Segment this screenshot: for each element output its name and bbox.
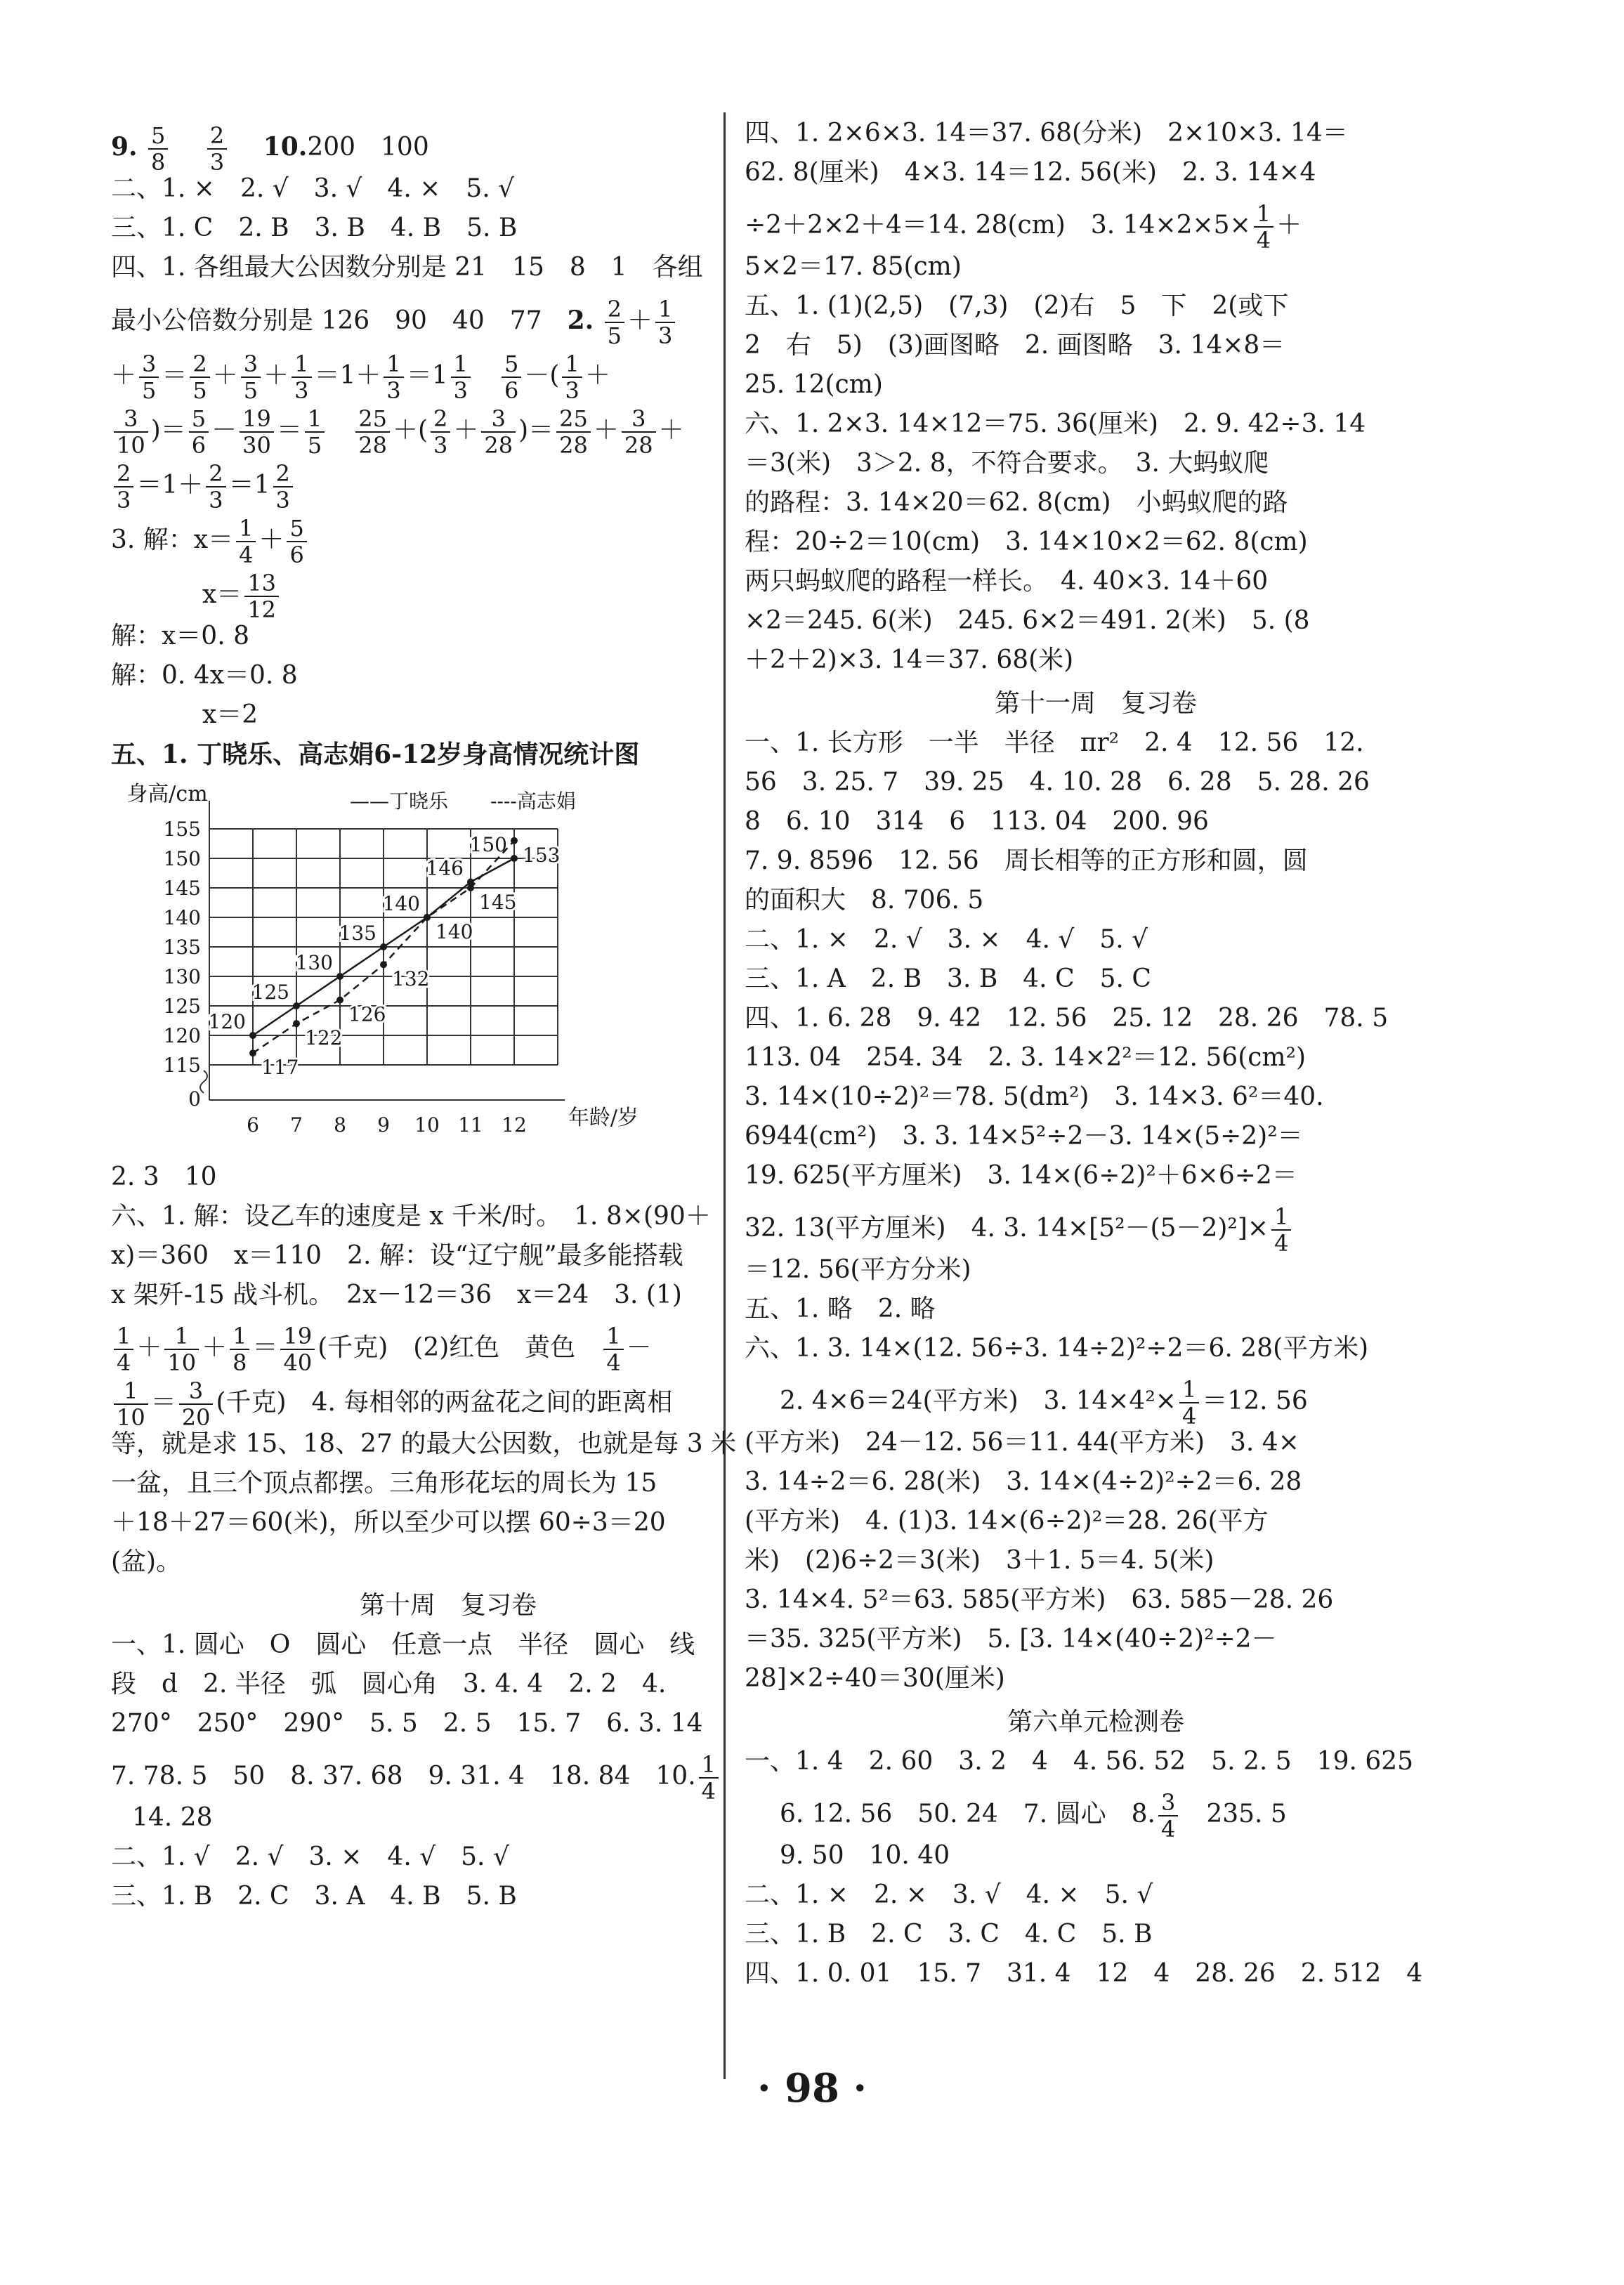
fraction: $\frac{1}{3}$	[562, 351, 582, 403]
answer-line: 3. 14×4. 5²＝63. 585(平方米) 63. 585－28. 26	[745, 1585, 1334, 1614]
answer-line: 解：0. 4x＝0. 8	[111, 661, 298, 690]
answer-line: 7. 78. 5 50 8. 37. 68 9. 31. 4 18. 84 10. $\frac{1}{4}$	[111, 1749, 785, 1804]
section-heading: 第十一周 复习卷	[994, 689, 1197, 718]
answer-line: 三、1. A 2. B 3. B 4. C 5. C	[745, 964, 1151, 993]
answer-line: 三、1. C 2. B 3. B 4. B 5. B	[111, 214, 518, 242]
answer-line: 3. 14×(10÷2)²＝78. 5(dm²) 3. 14×3. 6²＝40.	[745, 1082, 1324, 1111]
data-point	[424, 914, 431, 921]
right-column	[745, 119, 1447, 1999]
fraction: $\frac{1}{4}$	[1271, 1204, 1291, 1256]
x-tick-label: 10	[414, 1113, 440, 1137]
answer-line: x)＝360 x＝110 2. 解：设“辽宁舰”最多能搭载	[111, 1241, 683, 1270]
answer-line: $\frac{2}{3}$ ＝1＋ $\frac{2}{3}$ ＝1 $\frac{2}{3}$	[111, 458, 785, 513]
fraction: $\frac{5}{8}$	[148, 123, 168, 175]
data-point	[380, 943, 387, 950]
fraction: $\frac{2}{3}$	[431, 406, 450, 458]
answer-line: 270° 250° 290° 5. 5 2. 5 15. 7 6. 3. 14	[111, 1709, 703, 1738]
answer-line: 3. 解：x＝ $\frac{1}{4}$ ＋ $\frac{5}{6}$	[111, 513, 785, 568]
fraction: $\frac{2}{3}$	[273, 461, 293, 513]
fraction: $\frac{5}{6}$	[502, 351, 521, 403]
fraction: $\frac{19}{30}$	[240, 406, 274, 458]
answer-line: 二、1. × 2. × 3. √ 4. × 5. √	[745, 1880, 1153, 1909]
answer-line: 一、1. 圆心 O 圆心 任意一点 半径 圆心 线	[111, 1630, 695, 1659]
data-label: 120	[208, 1010, 246, 1033]
fraction: $\frac{2}{5}$	[605, 296, 624, 348]
answer-line: 四、1. 2×6×3. 14＝37. 68(分米) 2×10×3. 14＝	[745, 119, 1348, 148]
x-tick-label: 6	[247, 1113, 259, 1137]
answer-line: 最小公倍数分别是 126 90 40 77 2. $\frac{2}{5}$ ＋ $\frac{1}{3}$	[111, 293, 785, 348]
answer-line: ÷2＋2×2＋4＝14. 28(cm) 3. 14×2×5× $\frac{1}{4}$ ＋	[745, 200, 1302, 254]
fraction: $\frac{1}{4}$	[1254, 201, 1273, 253]
data-label: 117	[261, 1056, 299, 1080]
section-heading: 第十周 复习卷	[359, 1591, 537, 1620]
data-point	[380, 961, 387, 968]
y-tick-label: 0	[188, 1087, 201, 1111]
y-axis-label: 身高/cm	[126, 782, 208, 806]
answer-line: 56 3. 25. 7 39. 25 4. 10. 28 6. 28 5. 28. 26	[745, 768, 1370, 797]
answer-line: 二、1. × 2. √ 3. × 4. √ 5. √	[745, 925, 1148, 954]
answer-line: 2. 3 10	[111, 1163, 217, 1191]
answer-line: 28]×2÷40＝30(厘米)	[745, 1664, 1005, 1693]
answer-line: 三、1. B 2. C 3. A 4. B 5. B	[111, 1882, 517, 1911]
fraction: $\frac{3}{28}$	[622, 406, 656, 458]
answer-line: ＋ $\frac{3}{5}$ ＝ $\frac{2}{5}$ ＋ $\frac{3}{5}$ ＋ $\frac{1}{3}$ ＝1＋ $\frac{1}{3}$ ＝1 $\frac{1}{3}$ $\frac{5}{6}$ －( $\frac{1}{3}$ ＋	[111, 351, 610, 404]
fraction: $\frac{13}{12}$	[244, 570, 279, 622]
answer-line: 8 6. 10 314 6 113. 04 200. 96	[745, 807, 1209, 836]
fraction: $\frac{25}{28}$	[355, 406, 390, 458]
answer-line: 32. 13(平方厘米) 4. 3. 14×[5²－(5－2)²]× $\frac{1}{4}$	[745, 1201, 1447, 1256]
fraction: $\frac{1}{4}$	[699, 1752, 719, 1804]
data-label: 130	[295, 951, 333, 974]
data-label: 135	[339, 922, 376, 945]
fraction: $\frac{5}{6}$	[287, 516, 306, 568]
y-tick-label: 135	[163, 936, 201, 959]
answer-line: ＝12. 56(平方分米)	[745, 1255, 971, 1284]
answer-line: 三、1. B 2. C 3. C 4. C 5. B	[745, 1920, 1153, 1949]
y-tick-label: 140	[163, 906, 201, 929]
fraction: $\frac{1}{10}$	[114, 1378, 148, 1430]
answer-line: ＋2＋2)×3. 14＝37. 68(米)	[745, 646, 1074, 674]
data-label: 153	[523, 843, 561, 867]
answer-line: 的路程：3. 14×20＝62. 8(cm) 小蚂蚁爬的路	[745, 488, 1288, 517]
fraction: $\frac{1}{3}$	[292, 351, 311, 403]
fraction: $\frac{1}{4}$	[114, 1323, 133, 1375]
answer-line: x＝ $\frac{13}{12}$	[111, 568, 785, 622]
left-column	[111, 119, 785, 1922]
answer-line: 的面积大 8. 706. 5	[745, 886, 984, 915]
answer-line: 四、1. 6. 28 9. 42 12. 56 25. 12 28. 26 78. 5	[745, 1004, 1389, 1033]
y-tick-label: 145	[163, 877, 201, 900]
y-tick-label: 130	[163, 965, 201, 988]
data-point	[293, 1002, 300, 1009]
fraction: $\frac{2}{3}$	[206, 461, 225, 513]
legend-entry: ----高志娟	[490, 790, 576, 813]
x-tick-label: 9	[377, 1113, 390, 1137]
fraction: $\frac{25}{28}$	[556, 406, 591, 458]
x-tick-label: 11	[458, 1113, 483, 1137]
data-label: 140	[436, 920, 473, 943]
answer-line: 3. 14÷2＝6. 28(米) 3. 14×(4÷2)²÷2＝6. 28	[745, 1467, 1302, 1496]
answer-line: (平方米) 24－12. 56＝11. 44(平方米) 3. 4×	[745, 1428, 1299, 1457]
answer-line: 解：x＝0. 8	[111, 622, 249, 650]
answer-line: 6. 12. 56 50. 24 7. 圆心 8. $\frac{3}{4}$ 235. 5	[780, 1789, 1287, 1842]
data-point	[511, 855, 518, 862]
data-label: 146	[426, 856, 464, 880]
answer-line: 六、1. 2×3. 14×12＝75. 36(厘米) 2. 9. 42÷3. 14	[745, 410, 1366, 438]
fraction: $\frac{1}{4}$	[1179, 1377, 1199, 1429]
fraction: $\frac{1}{8}$	[230, 1323, 249, 1375]
answer-line: 6944(cm²) 3. 3. 14×5²÷2－3. 14×(5÷2)²＝	[745, 1122, 1303, 1151]
data-point	[336, 997, 343, 1004]
x-tick-label: 8	[334, 1113, 346, 1137]
answer-line: 等，就是求 15、18、27 的最大公因数，也就是每 3 米	[111, 1429, 737, 1458]
data-label: 140	[382, 892, 420, 915]
answer-line: $\frac{3}{10}$ )＝ $\frac{5}{6}$ － $\frac{19}{30}$ ＝ $\frac{1}{5}$ $\frac{25}{28}$ ＋( $\frac{2}{3}$ ＋ $\frac{3}{28}$ )＝ $\frac{25}{28}$ ＋ $\frac{3}{28}$ ＋	[111, 403, 785, 458]
chart-caption: 五、1. 丁晓乐、高志娟6-12岁身高情况统计图	[111, 740, 640, 769]
y-tick-label: 155	[163, 818, 201, 841]
legend-entry: ——丁晓乐	[350, 790, 449, 813]
answer-line: ＋18＋27＝60(米)，所以至少可以摆 60÷3＝20	[111, 1508, 666, 1537]
data-label: 126	[348, 1002, 386, 1026]
fraction: $\frac{1}{4}$	[236, 516, 256, 568]
answer-line: 62. 8(厘米) 4×3. 14＝12. 56(米) 2. 3. 14×4	[745, 158, 1316, 187]
height-line-chart	[111, 780, 639, 1159]
data-point	[293, 1020, 300, 1027]
fraction: $\frac{1}{10}$	[164, 1323, 199, 1375]
answer-line: 四、1. 各组最大公因数分别是 21 15 8 1 各组	[111, 253, 703, 282]
fraction: $\frac{1}{4}$	[603, 1323, 623, 1375]
data-point	[511, 837, 518, 844]
answer-line: 19. 625(平方厘米) 3. 14×(6÷2)²＋6×6÷2＝	[745, 1161, 1297, 1190]
answer-line: 段 d 2. 半径 弧 圆心角 3. 4. 4 2. 2 4.	[111, 1670, 667, 1698]
fraction: $\frac{3}{20}$	[179, 1378, 214, 1430]
answer-line: 5×2＝17. 85(cm)	[745, 252, 962, 281]
fraction: $\frac{2}{5}$	[190, 351, 209, 403]
section-heading: 第六单元检测卷	[1007, 1708, 1184, 1736]
answer-line: 9. $\frac{5}{8}$ $\frac{2}{3}$ 10.200 100	[111, 122, 429, 176]
y-tick-label: 115	[163, 1054, 201, 1077]
fraction: $\frac{3}{10}$	[114, 406, 148, 458]
answer-line: 113. 04 254. 34 2. 3. 14×2²＝12. 56(cm²)	[745, 1043, 1307, 1072]
fraction: $\frac{3}{28}$	[481, 406, 516, 458]
answer-line: $\frac{1}{4}$ ＋ $\frac{1}{10}$ ＋ $\frac{1}{8}$ ＝ $\frac{19}{40}$ (千克) (2)红色 黄色 $\frac{1}{4}$ －	[111, 1321, 785, 1375]
data-point	[467, 884, 474, 891]
data-label: 122	[305, 1026, 343, 1050]
y-tick-label: 150	[163, 847, 201, 870]
answer-line: 六、1. 解：设乙车的速度是 x 千米/时。 1. 8×(90＋	[111, 1202, 711, 1231]
fraction: $\frac{1}{3}$	[384, 351, 403, 403]
data-label: 150	[469, 833, 507, 856]
answer-line: 五、1. 略 2. 略	[745, 1295, 936, 1323]
answer-line: 2 右 5) (3)画图略 2. 画图略 3. 14×8＝	[745, 331, 1285, 360]
fraction: $\frac{1}{3}$	[655, 296, 675, 348]
answer-line: (平方米) 4. (1)3. 14×(6÷2)²＝28. 26(平方	[745, 1507, 1269, 1536]
fraction: $\frac{3}{5}$	[241, 351, 261, 403]
fraction: $\frac{19}{40}$	[280, 1323, 315, 1375]
answer-line: $\frac{1}{10}$ ＝ $\frac{3}{20}$ (千克) 4. 每相邻的两盆花之间的距离相	[111, 1375, 785, 1430]
answer-line: x＝2	[202, 700, 258, 729]
fraction: $\frac{5}{6}$	[189, 406, 209, 458]
fraction: $\frac{1}{3}$	[451, 351, 471, 403]
fraction: $\frac{2}{3}$	[207, 123, 227, 175]
x-tick-label: 12	[502, 1113, 527, 1137]
data-point	[249, 1032, 256, 1039]
answer-line: 9. 50 10. 40	[780, 1841, 950, 1870]
page-number: · 98 ·	[757, 2065, 867, 2112]
answer-line: 2. 4×6＝24(平方米) 3. 14×4²× $\frac{1}{4}$ ＝12. 56	[780, 1376, 1308, 1429]
answer-line: 14. 28	[132, 1803, 213, 1832]
answer-line: 一、1. 长方形 一半 半径 πr² 2. 4 12. 56 12.	[745, 728, 1364, 757]
answer-line: 7. 9. 8596 12. 56 周长相等的正方形和圆，圆	[745, 846, 1308, 875]
data-label: 145	[479, 891, 517, 914]
answer-line: x 架歼-15 战斗机。 2x－12＝36 x＝24 3. (1)	[111, 1281, 682, 1309]
fraction: $\frac{1}{5}$	[305, 406, 325, 458]
answer-line: 25. 12(cm)	[745, 370, 883, 399]
y-tick-label: 120	[163, 1024, 201, 1047]
answer-line: 一盆，且三个顶点都摆。三角形花坛的周长为 15	[111, 1469, 657, 1498]
answer-line: (盆)。	[111, 1547, 182, 1576]
answer-line: 二、1. √ 2. √ 3. × 4. √ 5. √	[111, 1842, 509, 1871]
answer-line: 程：20÷2＝10(cm) 3. 14×10×2＝62. 8(cm)	[745, 528, 1308, 556]
fraction: $\frac{3}{4}$	[1158, 1790, 1178, 1842]
answer-line: 六、1. 3. 14×(12. 56÷3. 14÷2)²÷2＝6. 28(平方米)	[745, 1334, 1369, 1363]
answer-line: 两只蚂蚁爬的路程一样长。 4. 40×3. 14＋60	[745, 567, 1269, 596]
answer-line: 四、1. 0. 01 15. 7 31. 4 12 4 28. 26 2. 512 4	[745, 1959, 1423, 1988]
data-point	[336, 973, 343, 980]
answer-line: ＝3(米) 3＞2. 8，不符合要求。 3. 大蚂蚁爬	[745, 449, 1269, 478]
x-axis-label: 年龄/岁	[568, 1106, 639, 1130]
chart-svg	[111, 780, 639, 1159]
answer-line: 二、1. × 2. √ 3. √ 4. × 5. √	[111, 174, 515, 203]
data-label: 125	[251, 981, 289, 1004]
fraction: $\frac{3}{5}$	[139, 351, 159, 403]
axis-break-icon	[200, 1071, 207, 1093]
fraction: $\frac{2}{3}$	[114, 461, 133, 513]
answer-line: 五、1. (1)(2,5) (7,3) (2)右 5 下 2(或下	[745, 292, 1289, 320]
answer-line: 一、1. 4 2. 60 3. 2 4 4. 56. 52 5. 2. 5 19. 625	[745, 1747, 1414, 1776]
y-tick-label: 125	[163, 995, 201, 1018]
answer-line: ×2＝245. 6(米) 245. 6×2＝491. 2(米) 5. (8	[745, 606, 1310, 635]
x-tick-label: 7	[290, 1113, 303, 1137]
data-label: 132	[392, 967, 430, 991]
data-point	[249, 1049, 256, 1056]
answer-line: ＝35. 325(平方米) 5. [3. 14×(40÷2)²÷2－	[745, 1625, 1277, 1654]
answer-line: 米) (2)6÷2＝3(米) 3＋1. 5＝4. 5(米)	[745, 1546, 1214, 1575]
